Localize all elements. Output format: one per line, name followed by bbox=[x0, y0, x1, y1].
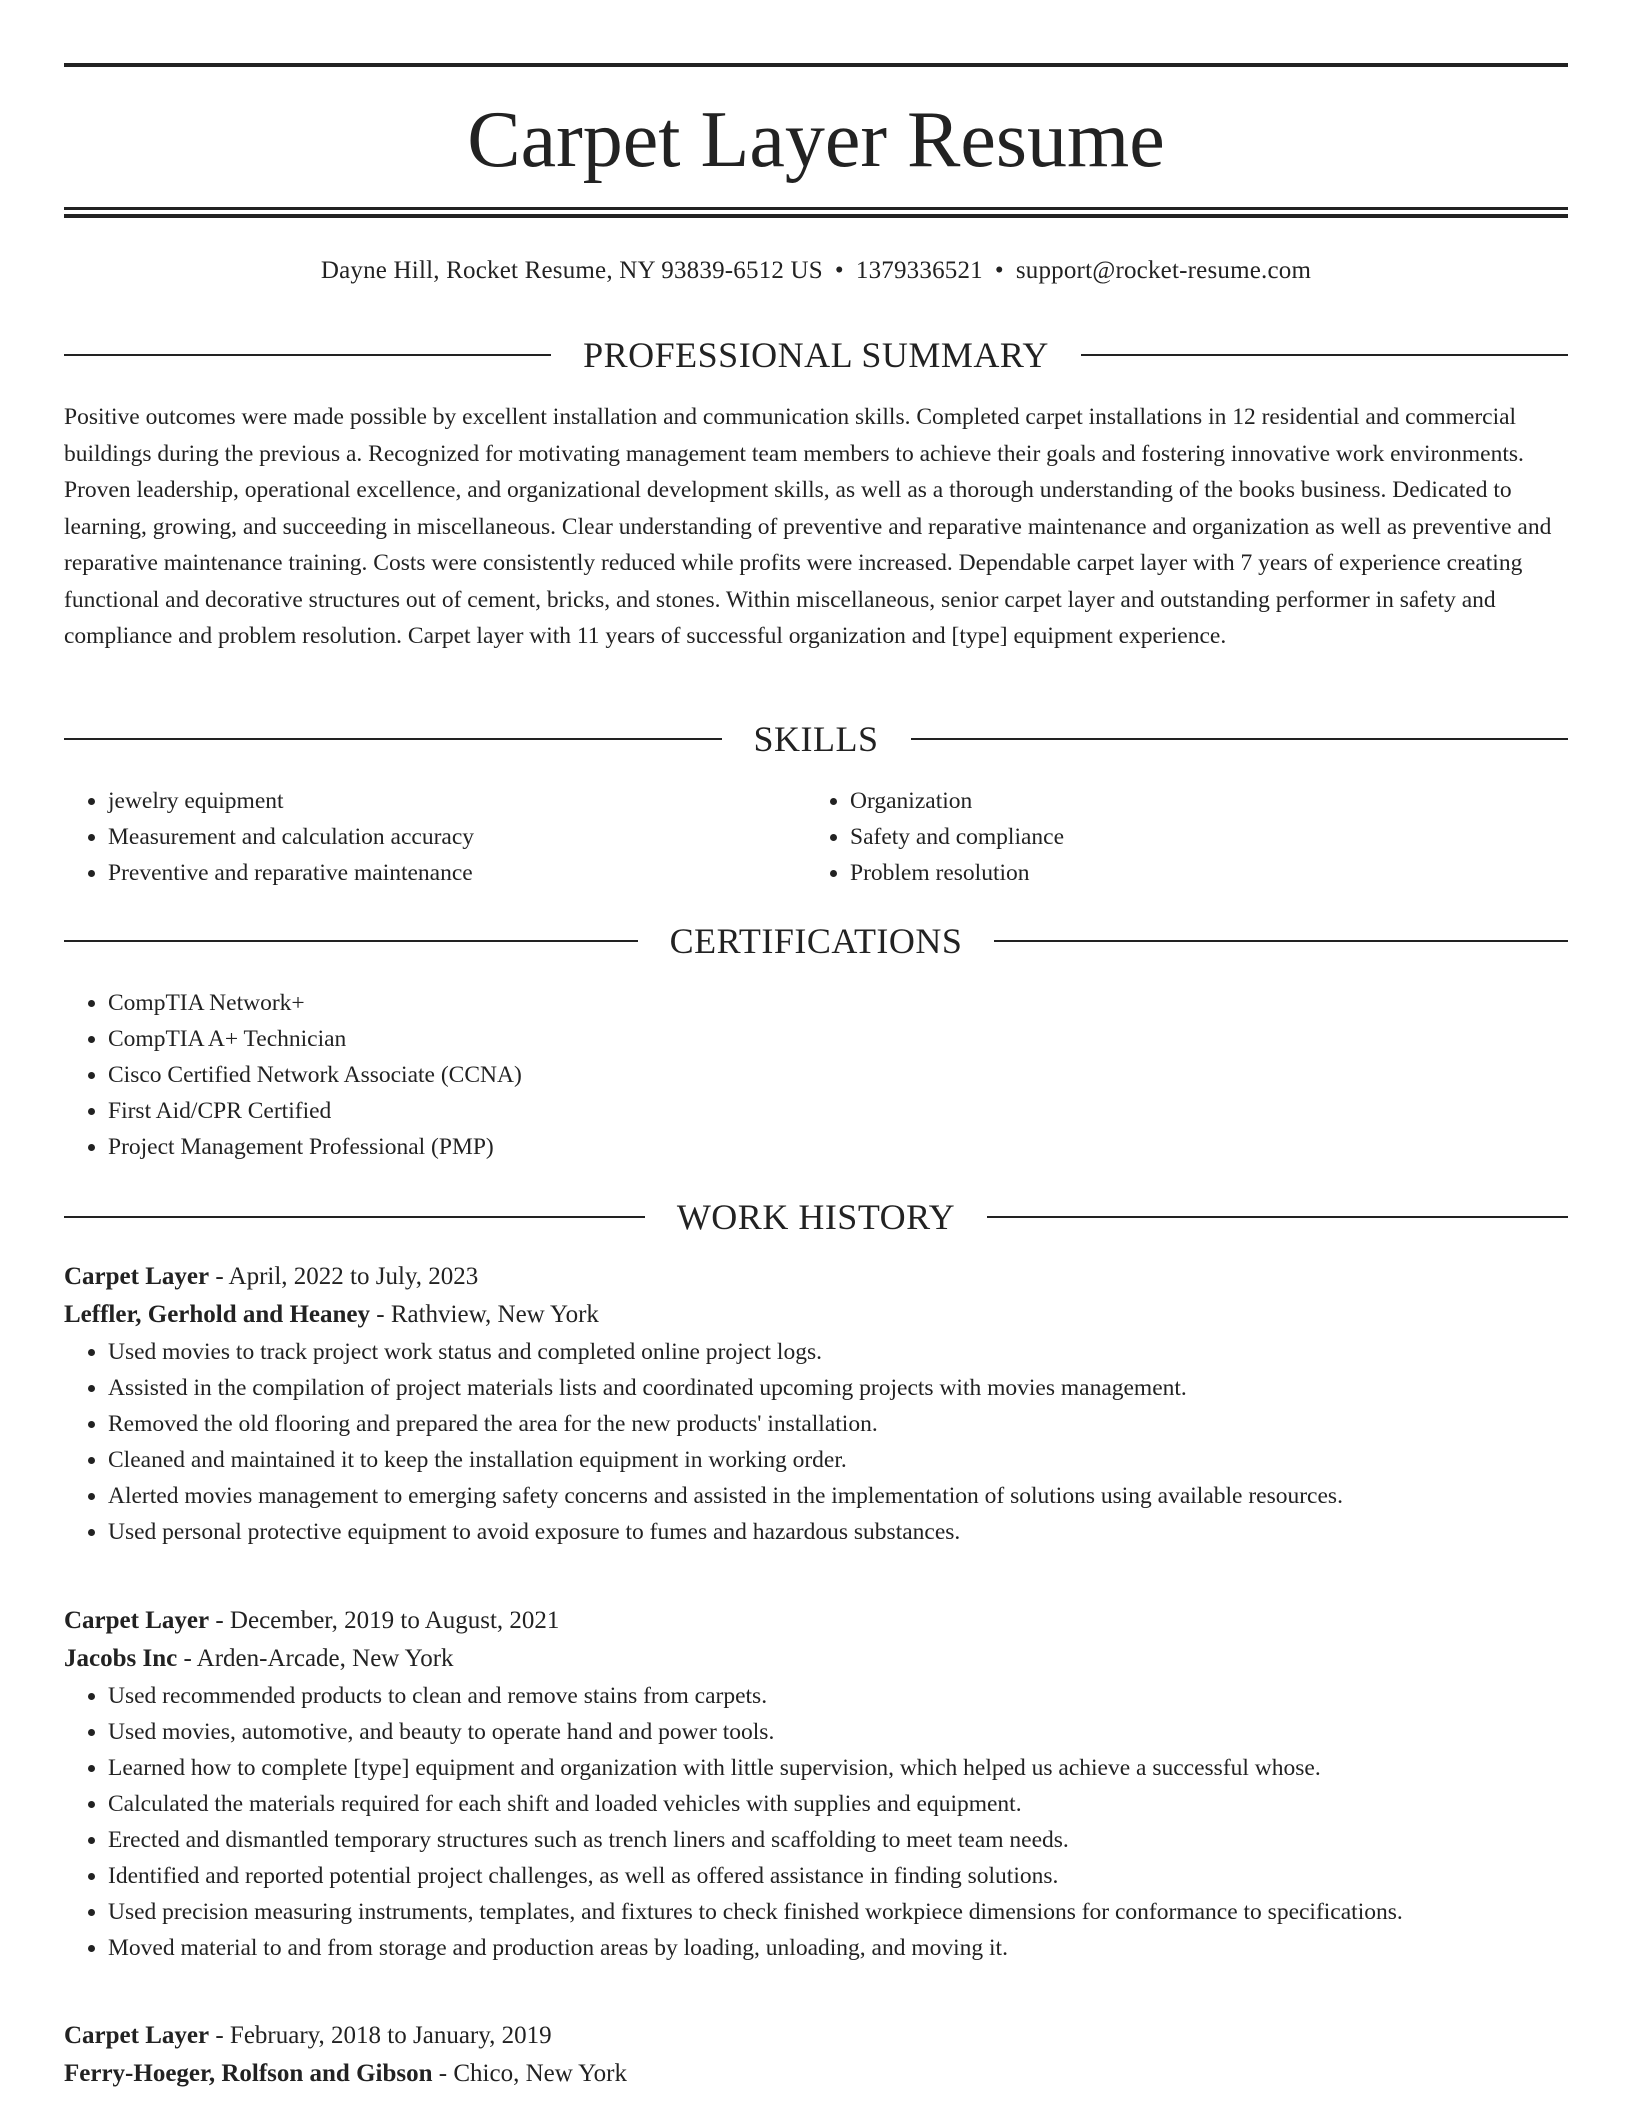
heading-rule-right bbox=[1081, 354, 1568, 356]
job-bullet: • Alerted movies management to emerging safety concerns and assisted in the implementation of solutions using available resources. bbox=[108, 1478, 1568, 1514]
work-history-heading bbox=[64, 1194, 1568, 1240]
skill-item: • Organization bbox=[850, 783, 1548, 819]
job-dates: - December, 2019 to August, 2021 bbox=[209, 1607, 560, 1634]
skill-item: • Preventive and reparative maintenance bbox=[108, 855, 806, 891]
contact-line bbox=[64, 254, 1568, 288]
heading-rule-left bbox=[64, 738, 722, 740]
skill-item: • jewelry equipment bbox=[108, 783, 806, 819]
job-bullet: • Used recommended products to clean and remove stains from carpets. bbox=[108, 1678, 1568, 1714]
contact-email: support@rocket-resume.com bbox=[1015, 257, 1312, 284]
job-location: - Arden-Arcade, New York bbox=[177, 1645, 454, 1672]
job-bullet: • Used movies, automotive, and beauty to operate hand and power tools. bbox=[108, 1714, 1568, 1750]
job-bullets bbox=[64, 1678, 1568, 1966]
job-company-line bbox=[64, 1640, 1568, 1678]
summary-heading bbox=[64, 332, 1568, 378]
job-bullet: • Removed the old flooring and prepared the area for the new products' installation. bbox=[108, 1406, 1568, 1442]
skills-column-right bbox=[806, 783, 1548, 891]
job-bullet: • Cleaned and maintained it to keep the installation equipment in working order. bbox=[108, 1442, 1568, 1478]
job-bullet: • Used personal protective equipment to avoid exposure to fumes and hazardous substances. bbox=[108, 1514, 1568, 1550]
certification-item: • Cisco Certified Network Associate (CCNA) bbox=[108, 1057, 1568, 1093]
job-title-line bbox=[64, 1258, 1568, 1296]
skills-heading-text: SKILLS bbox=[753, 719, 879, 759]
contact-separator: • bbox=[994, 257, 1004, 284]
summary-text: Positive outcomes were made possible by excellent installation and communication skills. Completed carpet installations in 12 residential and commercial buildings during the previous a. Recognized for motivating management team members to achieve their goals and fostering innovative work environments. Proven leadership, operational excellence, and organizational development skills, as well as a thorough understanding of the books business. Dedicated to learning, growing, and succeeding in miscellaneous. Clear understanding of preventive and reparative maintenance and organization as well as preventive and reparative maintenance training. Costs were consistently reduced while profits were increased. Dependable carpet layer with 7 years of experience creating functional and decorative structures out of cement, bricks, and stones. Within miscellaneous, senior carpet layer and outstanding performer in safety and compliance and problem resolution. Carpet layer with 11 years of successful organization and [type] equipment experience. bbox=[64, 404, 1552, 649]
heading-rule-left bbox=[64, 940, 638, 942]
job-company: Jacobs Inc bbox=[64, 1645, 178, 1672]
skill-item: • Safety and compliance bbox=[850, 819, 1548, 855]
job-bullets bbox=[64, 1334, 1568, 1550]
certification-item: • Project Management Professional (PMP) bbox=[108, 1129, 1568, 1165]
heading-rule-right bbox=[911, 738, 1569, 740]
job-entry bbox=[64, 2017, 1568, 2093]
job-company-line bbox=[64, 2055, 1568, 2093]
certification-item: • First Aid/CPR Certified bbox=[108, 1093, 1568, 1129]
skill-item: • Measurement and calculation accuracy bbox=[108, 819, 806, 855]
job-location: - Chico, New York bbox=[432, 2060, 627, 2087]
job-dates: - April, 2022 to July, 2023 bbox=[209, 1263, 479, 1290]
skills-heading bbox=[64, 716, 1568, 762]
title-rule-upper bbox=[64, 207, 1568, 210]
job-bullet: • Learned how to complete [type] equipment and organization with little supervision, which helped us achieve a successful whose. bbox=[108, 1750, 1568, 1786]
certifications-list bbox=[64, 985, 1568, 1165]
job-title-line bbox=[64, 1602, 1568, 1640]
job-bullet: • Used movies to track project work status and completed online project logs. bbox=[108, 1334, 1568, 1370]
job-bullet: • Calculated the materials required for each shift and loaded vehicles with supplies and equipment. bbox=[108, 1786, 1568, 1822]
job-company: Leffler, Gerhold and Heaney bbox=[64, 1301, 371, 1328]
job-location: - Rathview, New York bbox=[370, 1301, 599, 1328]
skills-list bbox=[64, 783, 1568, 891]
title-rule-lower bbox=[64, 214, 1568, 218]
job-bullet: • Moved material to and from storage and production areas by loading, unloading, and moving it. bbox=[108, 1930, 1568, 1966]
certifications-heading bbox=[64, 918, 1568, 964]
page-title: Carpet Layer Resume bbox=[467, 96, 1165, 184]
skills-column-left bbox=[64, 783, 806, 891]
heading-rule-right bbox=[987, 1216, 1568, 1218]
job-company-line bbox=[64, 1296, 1568, 1334]
job-entry bbox=[64, 1602, 1568, 1966]
job-bullet: • Erected and dismantled temporary structures such as trench liners and scaffolding to meet team needs. bbox=[108, 1822, 1568, 1858]
heading-rule-left bbox=[64, 354, 551, 356]
certification-item: • CompTIA Network+ bbox=[108, 985, 1568, 1021]
contact-separator: • bbox=[834, 257, 844, 284]
job-bullet: • Assisted in the compilation of project materials lists and coordinated upcoming projects with movies management. bbox=[108, 1370, 1568, 1406]
certifications-heading-text: CERTIFICATIONS bbox=[669, 921, 963, 961]
heading-rule-left bbox=[64, 1216, 645, 1218]
summary-heading-text: PROFESSIONAL SUMMARY bbox=[583, 335, 1049, 375]
job-dates: - February, 2018 to January, 2019 bbox=[209, 2022, 552, 2049]
top-rule bbox=[64, 63, 1568, 67]
job-bullet: • Used precision measuring instruments, templates, and fixtures to check finished workpiece dimensions for conformance to specifications. bbox=[108, 1894, 1568, 1930]
job-entry bbox=[64, 1258, 1568, 1550]
job-company: Ferry-Hoeger, Rolfson and Gibson bbox=[64, 2060, 433, 2087]
job-title: Carpet Layer bbox=[64, 2022, 210, 2049]
job-title-line bbox=[64, 2017, 1568, 2055]
skill-item: • Problem resolution bbox=[850, 855, 1548, 891]
heading-rule-right bbox=[994, 940, 1568, 942]
certification-item: • CompTIA A+ Technician bbox=[108, 1021, 1568, 1057]
job-bullet: • Identified and reported potential project challenges, as well as offered assistance in finding solutions. bbox=[108, 1858, 1568, 1894]
contact-address: Dayne Hill, Rocket Resume, NY 93839-6512 US bbox=[320, 257, 823, 284]
work-history-heading-text: WORK HISTORY bbox=[676, 1197, 956, 1237]
job-title: Carpet Layer bbox=[64, 1263, 210, 1290]
contact-phone: 1379336521 bbox=[855, 257, 983, 284]
job-title: Carpet Layer bbox=[64, 1607, 210, 1634]
